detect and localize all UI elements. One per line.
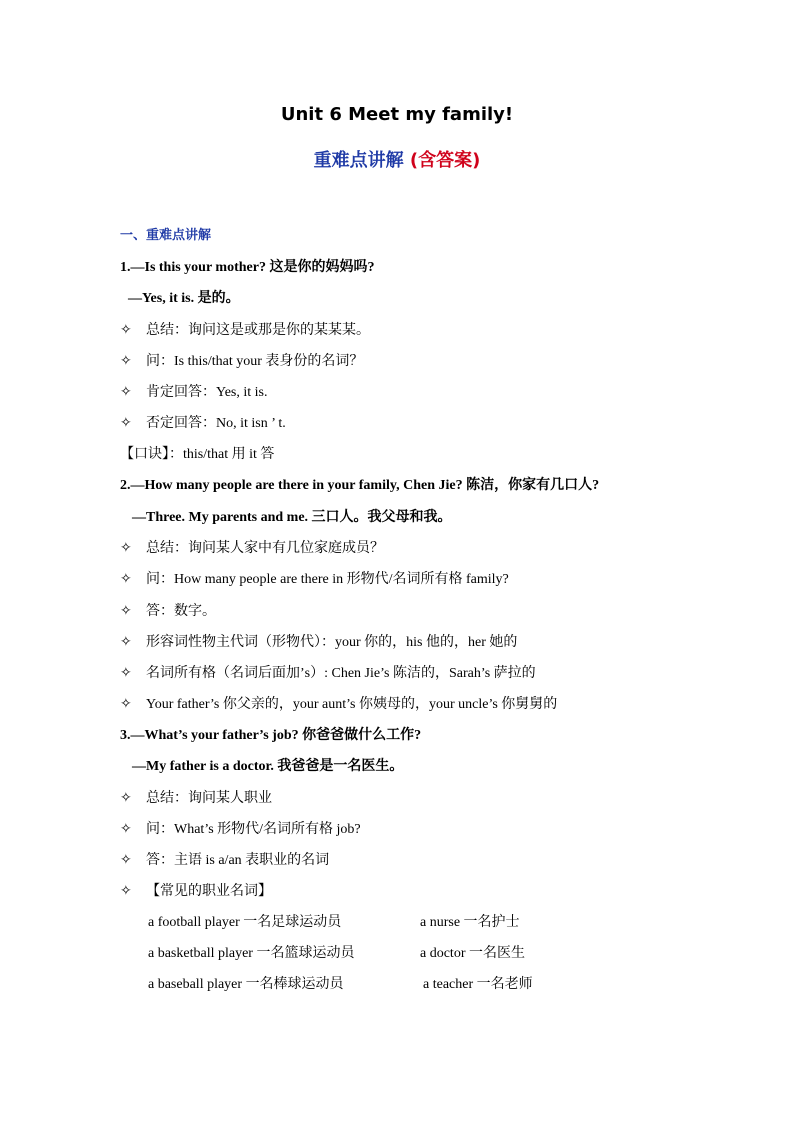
bullet-text: 问：Is this/that your 表身份的名词？ [146,354,364,369]
bullet-item [120,601,216,622]
bullet-icon: ✧ [120,634,132,650]
bullet-item [120,320,370,341]
bullet-text: 形容词性物主代词（形物代）：your 你的，his 他的，her 她的 [146,635,518,650]
answer-2: —Three. My parents and me. 三口人。我父母和我。 [132,510,452,525]
bullet-icon: ✧ [120,821,132,837]
question-2: 2.—How many people are there in your family, Chen Jie? 陈洁，你家有几口人? [120,478,600,493]
bullet-item [120,569,509,590]
bullet-item [120,850,329,871]
bullet-item [120,881,272,902]
bullet-item [120,788,272,809]
section-heading: 一、重难点讲解 [120,228,212,243]
tip-line: 【口诀】：this/that 用 it 答 [120,447,275,462]
job-right: a doctor 一名医生 [420,946,525,961]
bullet-item [120,632,517,653]
bullet-icon: ✧ [120,603,132,619]
bullet-text: 【常见的职业名词】 [146,884,272,899]
bullet-text: 名词所有格（名词后面加’s）: Chen Jie’s 陈洁的，Sarah’s 萨拉的 [146,666,536,681]
question-1: 1.—Is this your mother? 这是你的妈妈吗? [120,260,375,275]
job-left: a football player 一名足球运动员 [148,915,342,930]
bullet-item [120,538,384,559]
bullet-text: 问：How many people are there in 形物代/名词所有格 family? [146,572,509,587]
bullet-icon: ✧ [120,540,132,556]
bullet-icon: ✧ [120,852,132,868]
job-right: a teacher 一名老师 [423,977,533,992]
bullet-text: 答：主语 is a/an 表职业的名词 [146,853,330,868]
bullet-icon: ✧ [120,883,132,899]
bullet-item [120,694,557,715]
bullet-text: 肯定回答：Yes, it is. [146,385,268,400]
bullet-icon: ✧ [120,571,132,587]
page-title: Unit 6 Meet my family! [280,104,514,125]
job-left: a basketball player 一名篮球运动员 [148,946,355,961]
bullet-icon: ✧ [120,790,132,806]
bullet-text: Your father’s 你父亲的，your aunt’s 你姨母的，your uncle’s 你舅舅的 [146,697,558,712]
bullet-item [120,819,361,840]
page-subtitle [0,146,794,172]
answer-3: —My father is a doctor. 我爸爸是一名医生。 [132,759,404,774]
bullet-text: 总结：询问某人职业 [146,791,272,806]
bullet-icon: ✧ [120,384,132,400]
bullet-item [120,413,286,434]
bullet-icon: ✧ [120,322,132,338]
subtitle-note: (含答案) [409,150,481,171]
bullet-text: 否定回答：No, it isn ’ t. [146,416,286,431]
bullet-item [120,663,536,684]
answer-1: —Yes, it is. 是的。 [128,291,240,306]
question-3: 3.—What’s your father’s job? 你爸爸做什么工作? [120,728,422,743]
subtitle-main: 重难点讲解 [313,150,404,171]
bullet-item [120,351,363,372]
bullet-item [120,382,268,403]
bullet-text: 总结：询问这是或那是你的某某某。 [146,323,370,338]
bullet-icon: ✧ [120,665,132,681]
job-left: a baseball player 一名棒球运动员 [148,977,344,992]
bullet-icon: ✧ [120,415,132,431]
bullet-icon: ✧ [120,696,132,712]
bullet-text: 问：What’s 形物代/名词所有格 job? [146,822,361,837]
bullet-text: 答：数字。 [146,604,216,619]
bullet-text: 总结：询问某人家中有几位家庭成员？ [146,541,384,556]
bullet-icon: ✧ [120,353,132,369]
job-right: a nurse 一名护士 [420,915,520,930]
